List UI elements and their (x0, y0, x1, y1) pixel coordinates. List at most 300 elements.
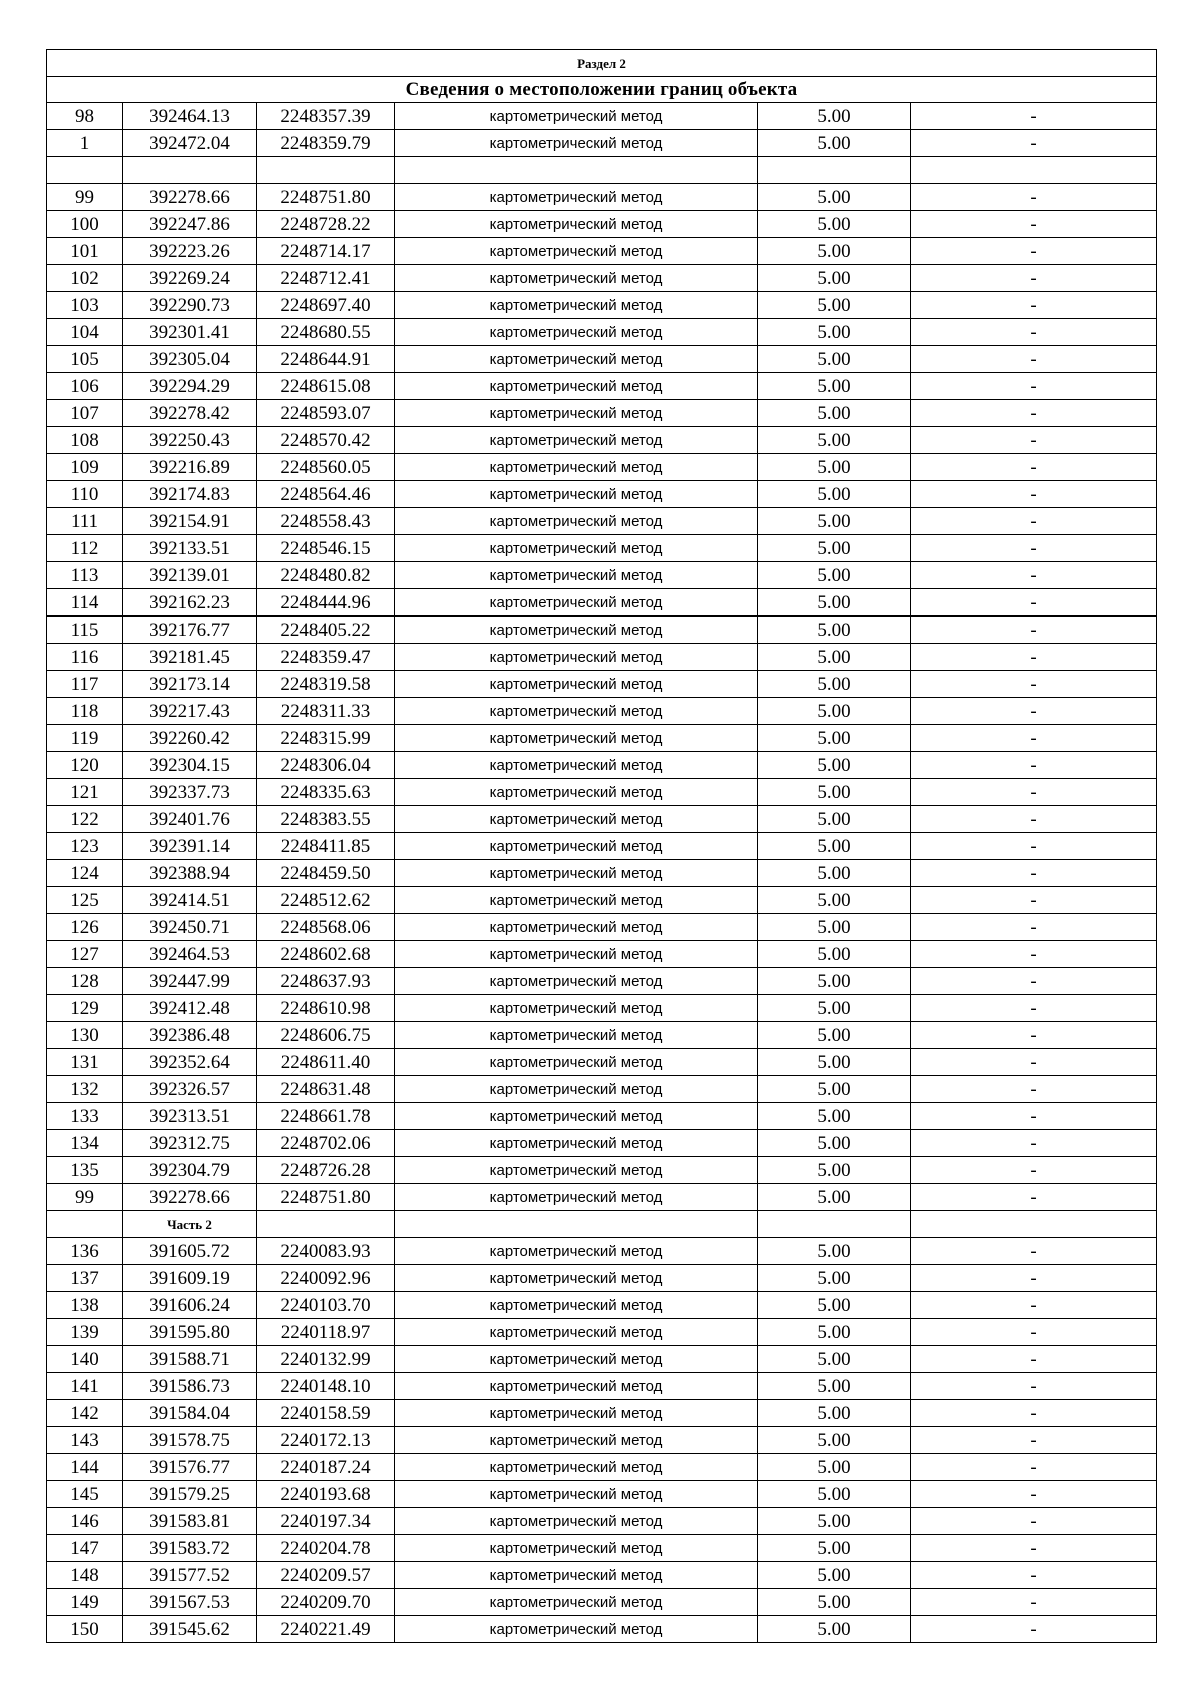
method-cell: картометрический метод (395, 1076, 758, 1103)
accuracy-cell: 5.00 (758, 779, 911, 806)
method-cell: картометрический метод (395, 968, 758, 995)
table-row (47, 319, 1157, 346)
accuracy-cell: 5.00 (758, 1049, 911, 1076)
section-title: Сведения о местоположении границ объекта (47, 77, 1157, 103)
point-number-cell: 139 (47, 1319, 123, 1346)
point-number-cell: 98 (47, 103, 123, 130)
point-number-cell: 124 (47, 860, 123, 887)
x-coordinate-cell: 392176.77 (123, 616, 257, 644)
y-coordinate-cell: 2248728.22 (257, 211, 395, 238)
x-coordinate-cell: 391586.73 (123, 1373, 257, 1400)
x-coordinate-cell: 392464.13 (123, 103, 257, 130)
y-coordinate-cell: 2248444.96 (257, 589, 395, 617)
description-cell: - (911, 1184, 1157, 1211)
table-row (47, 1535, 1157, 1562)
y-coordinate-cell: 2248359.79 (257, 130, 395, 157)
point-number-cell: 133 (47, 1103, 123, 1130)
method-cell: картометрический метод (395, 319, 758, 346)
accuracy-cell: 5.00 (758, 589, 911, 617)
method-cell: картометрический метод (395, 1265, 758, 1292)
method-cell: картометрический метод (395, 1292, 758, 1319)
point-number-cell: 150 (47, 1616, 123, 1643)
description-cell: - (911, 644, 1157, 671)
point-number-cell: 143 (47, 1427, 123, 1454)
method-cell: картометрический метод (395, 779, 758, 806)
accuracy-cell: 5.00 (758, 535, 911, 562)
x-coordinate-cell: 391578.75 (123, 1427, 257, 1454)
description-cell: - (911, 238, 1157, 265)
x-coordinate-cell: 391605.72 (123, 1238, 257, 1265)
method-cell: картометрический метод (395, 1238, 758, 1265)
accuracy-cell: 5.00 (758, 562, 911, 589)
y-coordinate-cell: 2240132.99 (257, 1346, 395, 1373)
table-row (47, 454, 1157, 481)
point-number-cell: 129 (47, 995, 123, 1022)
description-cell: - (911, 806, 1157, 833)
y-coordinate-cell: 2248560.05 (257, 454, 395, 481)
method-cell: картометрический метод (395, 1589, 758, 1616)
description-cell: - (911, 1022, 1157, 1049)
method-cell: картометрический метод (395, 1157, 758, 1184)
x-coordinate-cell: 392312.75 (123, 1130, 257, 1157)
method-cell: картометрический метод (395, 806, 758, 833)
point-number-cell: 145 (47, 1481, 123, 1508)
table-row (47, 1265, 1157, 1292)
x-coordinate-cell: 391545.62 (123, 1616, 257, 1643)
y-coordinate-cell: 2240221.49 (257, 1616, 395, 1643)
method-cell: картометрический метод (395, 103, 758, 130)
method-cell: картометрический метод (395, 481, 758, 508)
x-coordinate-cell: 392450.71 (123, 914, 257, 941)
x-coordinate-cell: 392223.26 (123, 238, 257, 265)
description-cell: - (911, 1265, 1157, 1292)
accuracy-cell: 5.00 (758, 644, 911, 671)
point-number-cell: 108 (47, 427, 123, 454)
x-coordinate-cell: 392313.51 (123, 1103, 257, 1130)
y-coordinate-cell: 2248751.80 (257, 184, 395, 211)
y-coordinate-cell: 2240103.70 (257, 1292, 395, 1319)
y-coordinate-cell: 2240197.34 (257, 1508, 395, 1535)
point-number-cell: 122 (47, 806, 123, 833)
point-number-cell: 106 (47, 373, 123, 400)
method-cell: картометрический метод (395, 1400, 758, 1427)
x-coordinate-cell: 392278.42 (123, 400, 257, 427)
method-cell: картометрический метод (395, 616, 758, 644)
method-cell: картометрический метод (395, 833, 758, 860)
table-row (47, 671, 1157, 698)
table-row (47, 1427, 1157, 1454)
point-number-cell: 101 (47, 238, 123, 265)
point-number-cell: 100 (47, 211, 123, 238)
accuracy-cell: 5.00 (758, 1427, 911, 1454)
y-coordinate-cell: 2248712.41 (257, 265, 395, 292)
table-row (47, 833, 1157, 860)
y-coordinate-cell: 2248568.06 (257, 914, 395, 941)
point-number-cell: 102 (47, 265, 123, 292)
accuracy-cell: 5.00 (758, 1508, 911, 1535)
y-coordinate-cell: 2248383.55 (257, 806, 395, 833)
point-number-cell: 113 (47, 562, 123, 589)
y-coordinate-cell: 2248306.04 (257, 752, 395, 779)
y-coordinate-cell: 2240158.59 (257, 1400, 395, 1427)
table-row (47, 130, 1157, 157)
description-cell: - (911, 1130, 1157, 1157)
y-coordinate-cell: 2248546.15 (257, 535, 395, 562)
method-cell: картометрический метод (395, 427, 758, 454)
empty-cell (911, 157, 1157, 184)
accuracy-cell: 5.00 (758, 1589, 911, 1616)
x-coordinate-cell: 392278.66 (123, 1184, 257, 1211)
description-cell: - (911, 103, 1157, 130)
x-coordinate-cell: 391567.53 (123, 1589, 257, 1616)
table-row (47, 1400, 1157, 1427)
table-row (47, 589, 1157, 617)
description-cell: - (911, 211, 1157, 238)
accuracy-cell: 5.00 (758, 184, 911, 211)
method-cell: картометрический метод (395, 1346, 758, 1373)
x-coordinate-cell: 392290.73 (123, 292, 257, 319)
x-coordinate-cell: 392391.14 (123, 833, 257, 860)
table-row (47, 1238, 1157, 1265)
table-row (47, 752, 1157, 779)
description-cell: - (911, 265, 1157, 292)
empty-cell (123, 157, 257, 184)
table-row (47, 1022, 1157, 1049)
method-cell: картометрический метод (395, 1103, 758, 1130)
point-number-cell: 128 (47, 968, 123, 995)
y-coordinate-cell: 2248611.40 (257, 1049, 395, 1076)
x-coordinate-cell: 392173.14 (123, 671, 257, 698)
x-coordinate-cell: 392247.86 (123, 211, 257, 238)
accuracy-cell: 5.00 (758, 1022, 911, 1049)
y-coordinate-cell: 2248593.07 (257, 400, 395, 427)
table-row (47, 103, 1157, 130)
empty-cell (257, 157, 395, 184)
description-cell: - (911, 562, 1157, 589)
description-cell: - (911, 1157, 1157, 1184)
y-coordinate-cell: 2248335.63 (257, 779, 395, 806)
x-coordinate-cell: 391609.19 (123, 1265, 257, 1292)
empty-cell (257, 1211, 395, 1238)
method-cell: картометрический метод (395, 1481, 758, 1508)
empty-cell (395, 1211, 758, 1238)
table-row (47, 1454, 1157, 1481)
method-cell: картометрический метод (395, 671, 758, 698)
table-row (47, 616, 1157, 644)
y-coordinate-cell: 2248644.91 (257, 346, 395, 373)
point-number-cell: 115 (47, 616, 123, 644)
y-coordinate-cell: 2248714.17 (257, 238, 395, 265)
description-cell: - (911, 292, 1157, 319)
point-number-cell: 131 (47, 1049, 123, 1076)
empty-cell (47, 1211, 123, 1238)
empty-cell (758, 1211, 911, 1238)
description-cell: - (911, 454, 1157, 481)
x-coordinate-cell: 392269.24 (123, 265, 257, 292)
point-number-cell: 135 (47, 1157, 123, 1184)
part-label: Часть 2 (123, 1211, 257, 1238)
description-cell: - (911, 968, 1157, 995)
accuracy-cell: 5.00 (758, 238, 911, 265)
method-cell: картометрический метод (395, 238, 758, 265)
accuracy-cell: 5.00 (758, 725, 911, 752)
description-cell: - (911, 698, 1157, 725)
description-cell: - (911, 752, 1157, 779)
x-coordinate-cell: 391584.04 (123, 1400, 257, 1427)
accuracy-cell: 5.00 (758, 1454, 911, 1481)
y-coordinate-cell: 2240193.68 (257, 1481, 395, 1508)
method-cell: картометрический метод (395, 1022, 758, 1049)
accuracy-cell: 5.00 (758, 833, 911, 860)
x-coordinate-cell: 392414.51 (123, 887, 257, 914)
table-row (47, 184, 1157, 211)
description-cell: - (911, 1346, 1157, 1373)
accuracy-cell: 5.00 (758, 1346, 911, 1373)
accuracy-cell: 5.00 (758, 1076, 911, 1103)
x-coordinate-cell: 392305.04 (123, 346, 257, 373)
y-coordinate-cell: 2248319.58 (257, 671, 395, 698)
x-coordinate-cell: 392464.53 (123, 941, 257, 968)
accuracy-cell: 5.00 (758, 806, 911, 833)
method-cell: картометрический метод (395, 1535, 758, 1562)
accuracy-cell: 5.00 (758, 1616, 911, 1643)
method-cell: картометрический метод (395, 130, 758, 157)
table-row (47, 644, 1157, 671)
y-coordinate-cell: 2248564.46 (257, 481, 395, 508)
description-cell: - (911, 427, 1157, 454)
table-row (47, 562, 1157, 589)
description-cell: - (911, 1454, 1157, 1481)
description-cell: - (911, 373, 1157, 400)
description-cell: - (911, 535, 1157, 562)
y-coordinate-cell: 2248459.50 (257, 860, 395, 887)
accuracy-cell: 5.00 (758, 319, 911, 346)
description-cell: - (911, 1562, 1157, 1589)
point-number-cell: 132 (47, 1076, 123, 1103)
table-row (47, 887, 1157, 914)
y-coordinate-cell: 2248315.99 (257, 725, 395, 752)
description-cell: - (911, 914, 1157, 941)
y-coordinate-cell: 2248512.62 (257, 887, 395, 914)
point-number-cell: 104 (47, 319, 123, 346)
method-cell: картометрический метод (395, 1319, 758, 1346)
x-coordinate-cell: 392162.23 (123, 589, 257, 617)
method-cell: картометрический метод (395, 400, 758, 427)
point-number-cell: 142 (47, 1400, 123, 1427)
description-cell: - (911, 1292, 1157, 1319)
point-number-cell: 134 (47, 1130, 123, 1157)
description-cell: - (911, 1508, 1157, 1535)
method-cell: картометрический метод (395, 184, 758, 211)
x-coordinate-cell: 391583.81 (123, 1508, 257, 1535)
table-row (47, 1130, 1157, 1157)
x-coordinate-cell: 392278.66 (123, 184, 257, 211)
method-cell: картометрический метод (395, 941, 758, 968)
y-coordinate-cell: 2240092.96 (257, 1265, 395, 1292)
point-number-cell: 120 (47, 752, 123, 779)
table-row (47, 914, 1157, 941)
point-number-cell: 141 (47, 1373, 123, 1400)
accuracy-cell: 5.00 (758, 373, 911, 400)
x-coordinate-cell: 392386.48 (123, 1022, 257, 1049)
point-number-cell: 119 (47, 725, 123, 752)
point-number-cell: 146 (47, 1508, 123, 1535)
x-coordinate-cell: 392412.48 (123, 995, 257, 1022)
x-coordinate-cell: 392352.64 (123, 1049, 257, 1076)
point-number-cell: 137 (47, 1265, 123, 1292)
accuracy-cell: 5.00 (758, 1292, 911, 1319)
description-cell: - (911, 616, 1157, 644)
table-row (47, 481, 1157, 508)
table-row (47, 698, 1157, 725)
y-coordinate-cell: 2248615.08 (257, 373, 395, 400)
accuracy-cell: 5.00 (758, 454, 911, 481)
x-coordinate-cell: 391576.77 (123, 1454, 257, 1481)
method-cell: картометрический метод (395, 1508, 758, 1535)
y-coordinate-cell: 2248359.47 (257, 644, 395, 671)
y-coordinate-cell: 2248405.22 (257, 616, 395, 644)
point-number-cell: 109 (47, 454, 123, 481)
table-row (47, 1049, 1157, 1076)
table-row (47, 1481, 1157, 1508)
point-number-cell: 130 (47, 1022, 123, 1049)
blank-separator-row (47, 157, 1157, 184)
accuracy-cell: 5.00 (758, 860, 911, 887)
x-coordinate-cell: 392260.42 (123, 725, 257, 752)
accuracy-cell: 5.00 (758, 1373, 911, 1400)
accuracy-cell: 5.00 (758, 211, 911, 238)
y-coordinate-cell: 2248726.28 (257, 1157, 395, 1184)
table-row (47, 779, 1157, 806)
y-coordinate-cell: 2248637.93 (257, 968, 395, 995)
x-coordinate-cell: 392181.45 (123, 644, 257, 671)
y-coordinate-cell: 2248311.33 (257, 698, 395, 725)
point-number-cell: 99 (47, 184, 123, 211)
y-coordinate-cell: 2248751.80 (257, 1184, 395, 1211)
description-cell: - (911, 1400, 1157, 1427)
x-coordinate-cell: 392217.43 (123, 698, 257, 725)
table-row (47, 373, 1157, 400)
table-row (47, 346, 1157, 373)
table-row (47, 427, 1157, 454)
point-number-cell: 144 (47, 1454, 123, 1481)
y-coordinate-cell: 2248610.98 (257, 995, 395, 1022)
y-coordinate-cell: 2240209.70 (257, 1589, 395, 1616)
boundary-coordinates-table (46, 49, 1157, 1643)
description-cell: - (911, 130, 1157, 157)
accuracy-cell: 5.00 (758, 671, 911, 698)
point-number-cell: 103 (47, 292, 123, 319)
accuracy-cell: 5.00 (758, 1319, 911, 1346)
table-row (47, 1103, 1157, 1130)
accuracy-cell: 5.00 (758, 1157, 911, 1184)
method-cell: картометрический метод (395, 535, 758, 562)
point-number-cell: 116 (47, 644, 123, 671)
point-number-cell: 125 (47, 887, 123, 914)
description-cell: - (911, 1103, 1157, 1130)
accuracy-cell: 5.00 (758, 1238, 911, 1265)
table-row (47, 806, 1157, 833)
description-cell: - (911, 319, 1157, 346)
description-cell: - (911, 1049, 1157, 1076)
part-label-row (47, 1211, 1157, 1238)
description-cell: - (911, 671, 1157, 698)
accuracy-cell: 5.00 (758, 427, 911, 454)
description-cell: - (911, 1427, 1157, 1454)
accuracy-cell: 5.00 (758, 968, 911, 995)
point-number-cell: 118 (47, 698, 123, 725)
accuracy-cell: 5.00 (758, 130, 911, 157)
x-coordinate-cell: 391583.72 (123, 1535, 257, 1562)
description-cell: - (911, 1589, 1157, 1616)
y-coordinate-cell: 2248480.82 (257, 562, 395, 589)
empty-cell (911, 1211, 1157, 1238)
accuracy-cell: 5.00 (758, 752, 911, 779)
method-cell: картометрический метод (395, 887, 758, 914)
y-coordinate-cell: 2248697.40 (257, 292, 395, 319)
accuracy-cell: 5.00 (758, 1481, 911, 1508)
point-number-cell: 127 (47, 941, 123, 968)
point-number-cell: 1 (47, 130, 123, 157)
y-coordinate-cell: 2248661.78 (257, 1103, 395, 1130)
table-row (47, 941, 1157, 968)
description-cell: - (911, 1373, 1157, 1400)
description-cell: - (911, 995, 1157, 1022)
y-coordinate-cell: 2248570.42 (257, 427, 395, 454)
method-cell: картометрический метод (395, 752, 758, 779)
x-coordinate-cell: 392250.43 (123, 427, 257, 454)
table-row (47, 1589, 1157, 1616)
y-coordinate-cell: 2240204.78 (257, 1535, 395, 1562)
y-coordinate-cell: 2248680.55 (257, 319, 395, 346)
x-coordinate-cell: 392304.79 (123, 1157, 257, 1184)
method-cell: картометрический метод (395, 1427, 758, 1454)
table-row (47, 968, 1157, 995)
accuracy-cell: 5.00 (758, 1400, 911, 1427)
method-cell: картометрический метод (395, 1562, 758, 1589)
description-cell: - (911, 400, 1157, 427)
method-cell: картометрический метод (395, 589, 758, 617)
table-row (47, 860, 1157, 887)
table-row (47, 1184, 1157, 1211)
description-cell: - (911, 1238, 1157, 1265)
x-coordinate-cell: 392301.41 (123, 319, 257, 346)
x-coordinate-cell: 392337.73 (123, 779, 257, 806)
x-coordinate-cell: 392304.15 (123, 752, 257, 779)
table-row (47, 1076, 1157, 1103)
description-cell: - (911, 481, 1157, 508)
accuracy-cell: 5.00 (758, 346, 911, 373)
x-coordinate-cell: 392388.94 (123, 860, 257, 887)
accuracy-cell: 5.00 (758, 1562, 911, 1589)
x-coordinate-cell: 392133.51 (123, 535, 257, 562)
method-cell: картометрический метод (395, 454, 758, 481)
description-cell: - (911, 725, 1157, 752)
accuracy-cell: 5.00 (758, 914, 911, 941)
accuracy-cell: 5.00 (758, 400, 911, 427)
point-number-cell: 117 (47, 671, 123, 698)
accuracy-cell: 5.00 (758, 941, 911, 968)
method-cell: картометрический метод (395, 644, 758, 671)
point-number-cell: 136 (47, 1238, 123, 1265)
description-cell: - (911, 1616, 1157, 1643)
point-number-cell: 121 (47, 779, 123, 806)
accuracy-cell: 5.00 (758, 887, 911, 914)
method-cell: картометрический метод (395, 995, 758, 1022)
point-number-cell: 148 (47, 1562, 123, 1589)
method-cell: картометрический метод (395, 1130, 758, 1157)
point-number-cell: 126 (47, 914, 123, 941)
